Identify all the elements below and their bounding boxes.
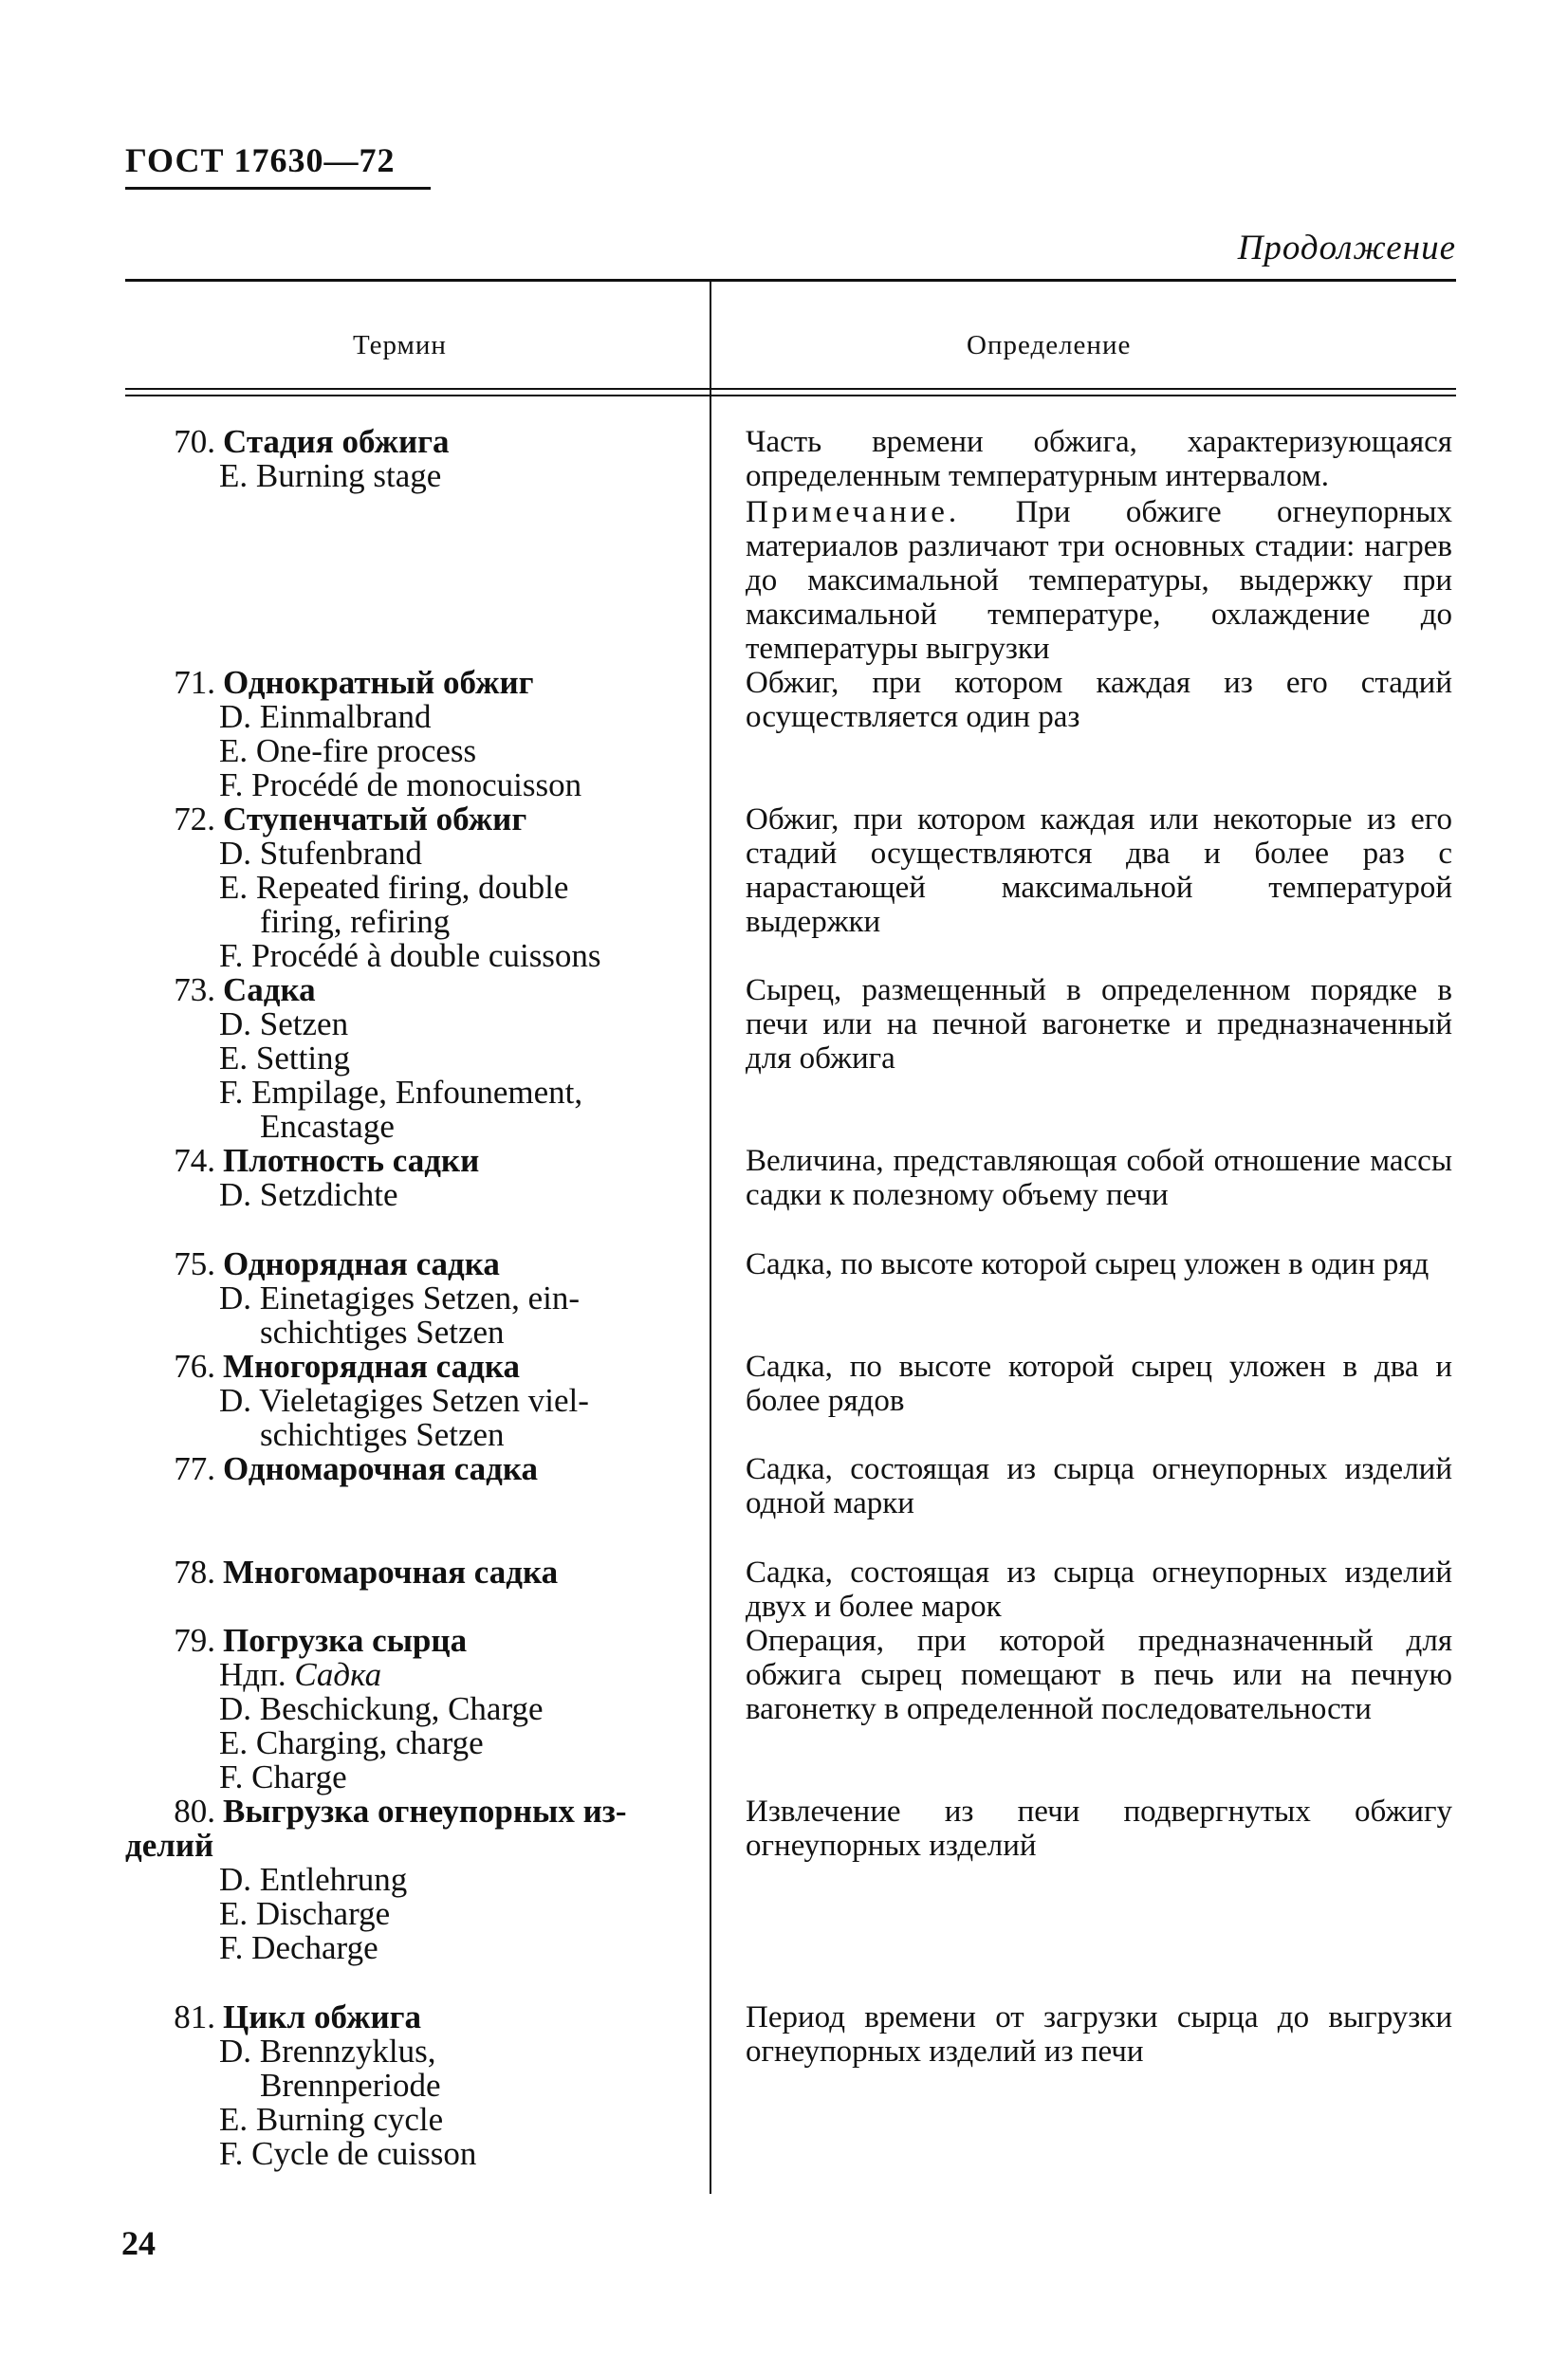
table-row [125, 1624, 1456, 1795]
definition-text: Часть времени обжига, характеризующаяся определенным температурным интервалом. [746, 425, 1452, 493]
table-row [125, 802, 1456, 973]
column-header-definition: Определение [967, 330, 1132, 360]
term-line [125, 425, 710, 459]
term-line [125, 768, 710, 802]
term-number: 80. [174, 1793, 215, 1830]
definition-cell [710, 1795, 1456, 1965]
table-row [125, 1556, 1456, 1624]
term-name: Стадия обжига [223, 423, 450, 460]
definition-cell [710, 1247, 1456, 1350]
term-line [125, 1007, 710, 1041]
term-cell [125, 973, 710, 1144]
term-name: Садка [223, 971, 316, 1008]
table-header-rule-upper [125, 388, 1456, 390]
term-line [125, 2137, 710, 2171]
term-line [125, 1829, 710, 1863]
term-name: Погрузка сырца [223, 1622, 468, 1659]
table-row [125, 425, 1456, 666]
term-synonym: F. Charge [219, 1758, 347, 1795]
definition-text: Операция, при которой предназначенный для обжига сырец помещают в печь или на печную вагонетку в определенной последовательности [746, 1624, 1452, 1726]
term-line [125, 1144, 710, 1178]
term-line [125, 734, 710, 768]
definition-cell [710, 1144, 1456, 1212]
term-synonym: F. Empilage, Enfounement, [219, 1074, 583, 1111]
term-synonym: schichtiges Setzen [260, 1314, 505, 1351]
term-synonym: D. Einetagiges Setzen, ein- [219, 1280, 581, 1316]
term-number: 78. [174, 1554, 215, 1591]
term-number: 70. [174, 423, 215, 460]
table-row [125, 1247, 1456, 1350]
table-row [125, 973, 1456, 1144]
term-synonym: E. Burning cycle [219, 2101, 444, 2138]
term-line [125, 905, 710, 939]
definition-text: Период времени от загрузки сырца до выгрузки огнеупорных изделий из печи [746, 2000, 1452, 2069]
definition-cell [710, 1350, 1456, 1452]
term-cell [125, 1795, 710, 1965]
table-row [125, 1350, 1456, 1452]
term-cell [125, 1624, 710, 1795]
term-line [125, 2000, 710, 2034]
term-name: Ступенчатый обжиг [223, 801, 527, 838]
term-synonym: Ндп. Садка [219, 1656, 382, 1693]
term-line [125, 2034, 710, 2069]
term-line [125, 1897, 710, 1931]
continuation-label: Продолжение [1237, 229, 1456, 267]
note-text: При обжиге огнеупорных материалов различают три основных стадии: нагрев до максимальной температуры, выдержку при максимальной температуре, охлаждение до температуры выгрузки [746, 495, 1453, 666]
definition-text: Сырец, размещенный в определенном порядке в печи или на печной вагонетке и предназначенный для обжига [746, 973, 1452, 1076]
term-number: 77. [174, 1450, 215, 1487]
term-name: Выгрузка огнеупорных из- [223, 1793, 627, 1830]
term-synonym: F. Procédé à double cuissons [219, 937, 601, 974]
term-cell [125, 1452, 710, 1520]
term-line [125, 2103, 710, 2137]
term-synonym: E. Burning stage [219, 457, 442, 494]
term-cell [125, 1144, 710, 1212]
term-cell [125, 666, 710, 802]
term-synonym: D. Entlehrung [219, 1861, 408, 1898]
table-row [125, 2000, 1456, 2171]
term-line [125, 939, 710, 973]
term-synonym: D. Beschickung, Charge [219, 1690, 544, 1727]
term-line [125, 1316, 710, 1350]
definition-cell [710, 666, 1456, 802]
definition-text: Обжиг, при котором каждая или некоторые из его стадий осуществляются два и более раз с нарастающей максимальной температурой выдержки [746, 802, 1452, 939]
term-line [125, 1931, 710, 1965]
definition-cell [710, 1452, 1456, 1520]
term-synonym: D. Setzen [219, 1005, 349, 1042]
definition-text: Обжиг, при котором каждая из его стадий осуществляется один раз [746, 666, 1452, 734]
table-row [125, 1795, 1456, 1965]
term-cell [125, 802, 710, 973]
term-line [125, 1110, 710, 1144]
table-row [125, 666, 1456, 802]
term-number: 79. [174, 1622, 215, 1659]
definition-text: Садка, состоящая из сырца огнеупорных изделий двух и более марок [746, 1556, 1452, 1624]
term-synonym: Encastage [260, 1108, 395, 1145]
term-line [125, 2069, 710, 2103]
term-cell [125, 1350, 710, 1452]
term-line [125, 1760, 710, 1795]
table-row [125, 1452, 1456, 1520]
term-line [125, 666, 710, 700]
document-code-underline [125, 187, 431, 190]
term-number: 73. [174, 971, 215, 1008]
term-line [125, 1726, 710, 1760]
term-synonym: firing, refiring [260, 903, 451, 940]
definition-text: Садка, состоящая из сырца огнеупорных изделий одной марки [746, 1452, 1452, 1520]
term-name-continuation: делий [125, 1827, 214, 1864]
term-synonym: D. Vieletagiges Setzen viel- [219, 1382, 589, 1419]
definition-cell [710, 425, 1456, 666]
table-top-rule [125, 279, 1456, 282]
term-name: Однократный обжиг [223, 664, 534, 701]
term-line [125, 1384, 710, 1418]
term-synonym: E. Charging, charge [219, 1724, 484, 1761]
definition-text: Садка, по высоте которой сырец уложен в два и более рядов [746, 1350, 1452, 1418]
term-number: 74. [174, 1142, 215, 1179]
page-number: 24 [121, 2224, 156, 2262]
term-line [125, 1863, 710, 1897]
term-name: Одномарочная садка [223, 1450, 539, 1487]
definition-cell [710, 1556, 1456, 1624]
term-name: Однорядная садка [223, 1245, 500, 1282]
deprecated-synonym: Садка [294, 1656, 382, 1693]
definition-cell [710, 973, 1456, 1144]
document-code: ГОСТ 17630—72 [125, 141, 396, 179]
term-synonym: schichtiges Setzen [260, 1416, 505, 1453]
term-synonym: D. Stufenbrand [219, 835, 422, 872]
term-line [125, 700, 710, 734]
term-synonym: E. One-fire process [219, 732, 477, 769]
term-line [125, 973, 710, 1007]
term-synonym: E. Repeated firing, double [219, 869, 569, 906]
term-line [125, 1795, 710, 1829]
term-number: 81. [174, 1998, 215, 2035]
term-cell [125, 1247, 710, 1350]
definition-note [746, 495, 1452, 666]
term-name: Многомарочная садка [223, 1554, 559, 1591]
term-line [125, 1692, 710, 1726]
term-line [125, 459, 710, 493]
term-name: Плотность садки [223, 1142, 480, 1179]
term-synonym: F. Cycle de cuisson [219, 2135, 477, 2172]
definition-cell [710, 802, 1456, 973]
term-cell [125, 2000, 710, 2171]
term-name: Цикл обжига [223, 1998, 422, 2035]
table-row [125, 1144, 1456, 1212]
term-synonym: D. Einmalbrand [219, 698, 432, 735]
term-line [125, 1281, 710, 1316]
term-cell [125, 1556, 710, 1624]
definition-text: Садка, по высоте которой сырец уложен в один ряд [746, 1247, 1430, 1281]
definition-text: Величина, представляющая собой отношение массы садки к полезному объему печи [746, 1144, 1452, 1212]
term-line [125, 1247, 710, 1281]
term-synonym: D. Brennzyklus, [219, 2033, 436, 2070]
term-synonym: E. Setting [219, 1040, 351, 1077]
term-number: 76. [174, 1348, 215, 1385]
term-line [125, 1658, 710, 1692]
term-line [125, 1418, 710, 1452]
term-line [125, 1178, 710, 1212]
table-header-rule-lower [125, 395, 1456, 396]
term-line [125, 1041, 710, 1076]
column-header-term: Термин [353, 330, 447, 360]
term-number: 72. [174, 801, 215, 838]
term-line [125, 871, 710, 905]
term-name: Многорядная садка [223, 1348, 520, 1385]
term-synonym: D. Setzdichte [219, 1176, 398, 1213]
term-synonym: E. Discharge [219, 1895, 391, 1932]
term-synonym: Brennperiode [260, 2067, 441, 2104]
term-line [125, 1452, 710, 1486]
term-number: 75. [174, 1245, 215, 1282]
terms-table-body [125, 425, 1456, 2171]
term-line [125, 837, 710, 871]
term-line [125, 1556, 710, 1590]
term-number: 71. [174, 664, 215, 701]
term-line [125, 1076, 710, 1110]
term-synonym: F. Procédé de monocuisson [219, 766, 582, 803]
term-cell [125, 425, 710, 666]
definition-cell [710, 2000, 1456, 2171]
term-line [125, 1624, 710, 1658]
term-line [125, 1350, 710, 1384]
term-synonym: F. Decharge [219, 1929, 378, 1966]
term-line [125, 802, 710, 837]
note-label: Примечание. [746, 495, 961, 529]
definition-cell [710, 1624, 1456, 1795]
definition-text: Извлечение из печи подвергнутых обжигу огнеупорных изделий [746, 1795, 1452, 1863]
